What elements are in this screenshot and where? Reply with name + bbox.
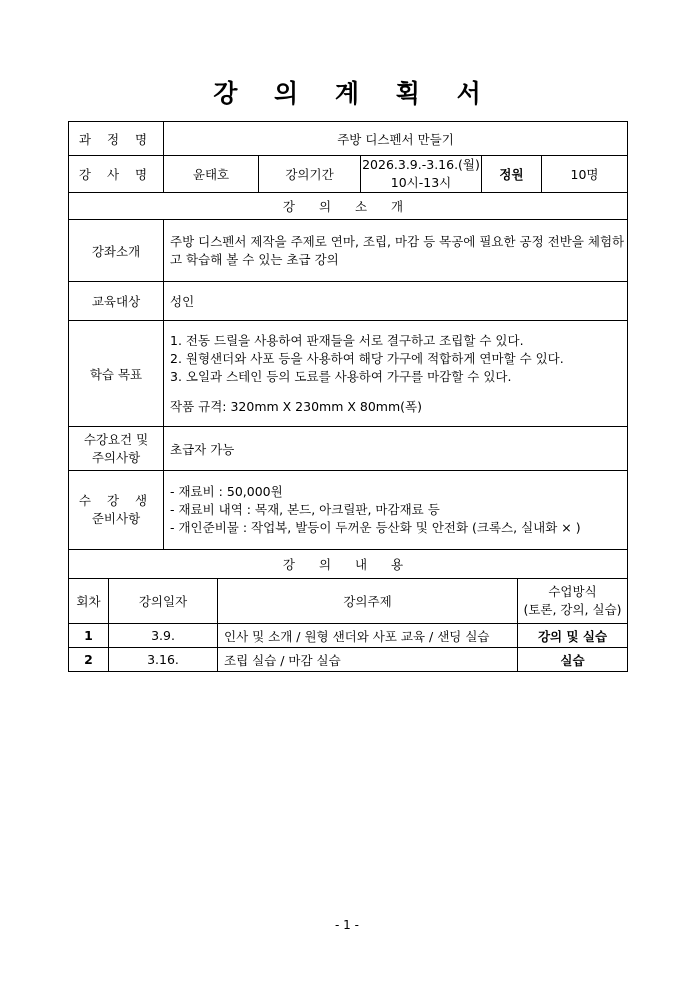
date-cell: 3.16. [109, 648, 218, 672]
page-title: 강 의 계 획 서 [213, 79, 495, 108]
session-cell: 2 [69, 648, 109, 672]
prep-item: - 재료비 : 50,000원 [170, 484, 283, 499]
date-header: 강의일자 [109, 579, 218, 624]
method-header [518, 579, 628, 624]
summary-row [69, 220, 628, 282]
instructor-row [69, 156, 628, 193]
method-cell: 강의 및 실습 [518, 624, 628, 648]
requirements-label [69, 427, 164, 471]
intro-section-header: 강 의 소 개 [69, 193, 628, 220]
session-cell: 1 [69, 624, 109, 648]
requirements-label-line1: 수강요건 및 [83, 431, 149, 447]
course-info-table [68, 121, 628, 579]
prep-content [164, 471, 628, 550]
goals-row [69, 321, 628, 427]
content-header-row [69, 550, 628, 579]
summary-text: 주방 디스펜서 제작을 주제로 연마, 조립, 마감 등 목공에 필요한 공정 전반을 체험하고 학습해 볼 수 있는 초급 강의 [164, 220, 628, 282]
period-value [361, 156, 482, 193]
instructor-label: 강 사 명 [69, 156, 164, 193]
schedule-header-row [69, 579, 628, 624]
instructor-value: 윤태호 [164, 156, 259, 193]
capacity-value: 10명 [542, 156, 628, 193]
content-section-header: 강 의 내 용 [69, 550, 628, 579]
method-header-line1: 수업방식 [548, 584, 597, 599]
intro-header-row [69, 193, 628, 220]
prep-label-line1: 수 강 생 [78, 493, 154, 508]
topic-header: 강의주제 [218, 579, 518, 624]
session-header: 회차 [69, 579, 109, 624]
course-label: 과 정 명 [69, 122, 164, 156]
prep-row [69, 471, 628, 550]
goals-content [164, 321, 628, 427]
period-hours: 10시-13시 [390, 175, 452, 190]
requirements-row [69, 427, 628, 471]
table-row [69, 624, 628, 648]
topic-cell: 조립 실습 / 마감 실습 [218, 648, 518, 672]
period-label: 강의기간 [259, 156, 361, 193]
summary-label: 강좌소개 [69, 220, 164, 282]
prep-label-line2: 준비사항 [91, 511, 141, 526]
prep-item: - 재료비 내역 : 목재, 본드, 아크릴판, 마감재료 등 [170, 502, 440, 517]
date-cell: 3.9. [109, 624, 218, 648]
target-label: 교육대상 [69, 282, 164, 321]
prep-item: - 개인준비물 : 작업복, 발등이 두꺼운 등산화 및 안전화 (크록스, 실내화 × ) [170, 520, 581, 535]
goal-spec: 작품 규격: 320mm X 230mm X 80mm(폭) [170, 398, 422, 414]
target-value: 성인 [164, 282, 628, 321]
course-row [69, 122, 628, 156]
topic-cell: 인사 및 소개 / 원형 샌더와 사포 교육 / 샌딩 실습 [218, 624, 518, 648]
method-header-line2: (토론, 강의, 실습) [523, 602, 622, 617]
requirements-value: 초급자 가능 [164, 427, 628, 471]
prep-label [69, 471, 164, 550]
period-dates: 2026.3.9.-3.16.(월) [362, 157, 480, 172]
course-value: 주방 디스펜서 만들기 [164, 122, 628, 156]
table-row [69, 648, 628, 672]
target-row [69, 282, 628, 321]
page-number: - 1 - [335, 918, 359, 932]
goals-label: 학습 목표 [69, 321, 164, 427]
goal-item: 1. 전동 드릴을 사용하여 판재들을 서로 결구하고 조립할 수 있다. [170, 332, 524, 348]
capacity-label: 정원 [482, 156, 542, 193]
method-cell: 실습 [518, 648, 628, 672]
requirements-label-line2: 주의사항 [91, 449, 141, 465]
schedule-table [68, 578, 628, 672]
goal-item: 3. 오일과 스테인 등의 도료를 사용하여 가구를 마감할 수 있다. [170, 368, 512, 384]
goal-item: 2. 원형샌더와 사포 등을 사용하여 해당 가구에 적합하게 연마할 수 있다. [170, 350, 564, 366]
